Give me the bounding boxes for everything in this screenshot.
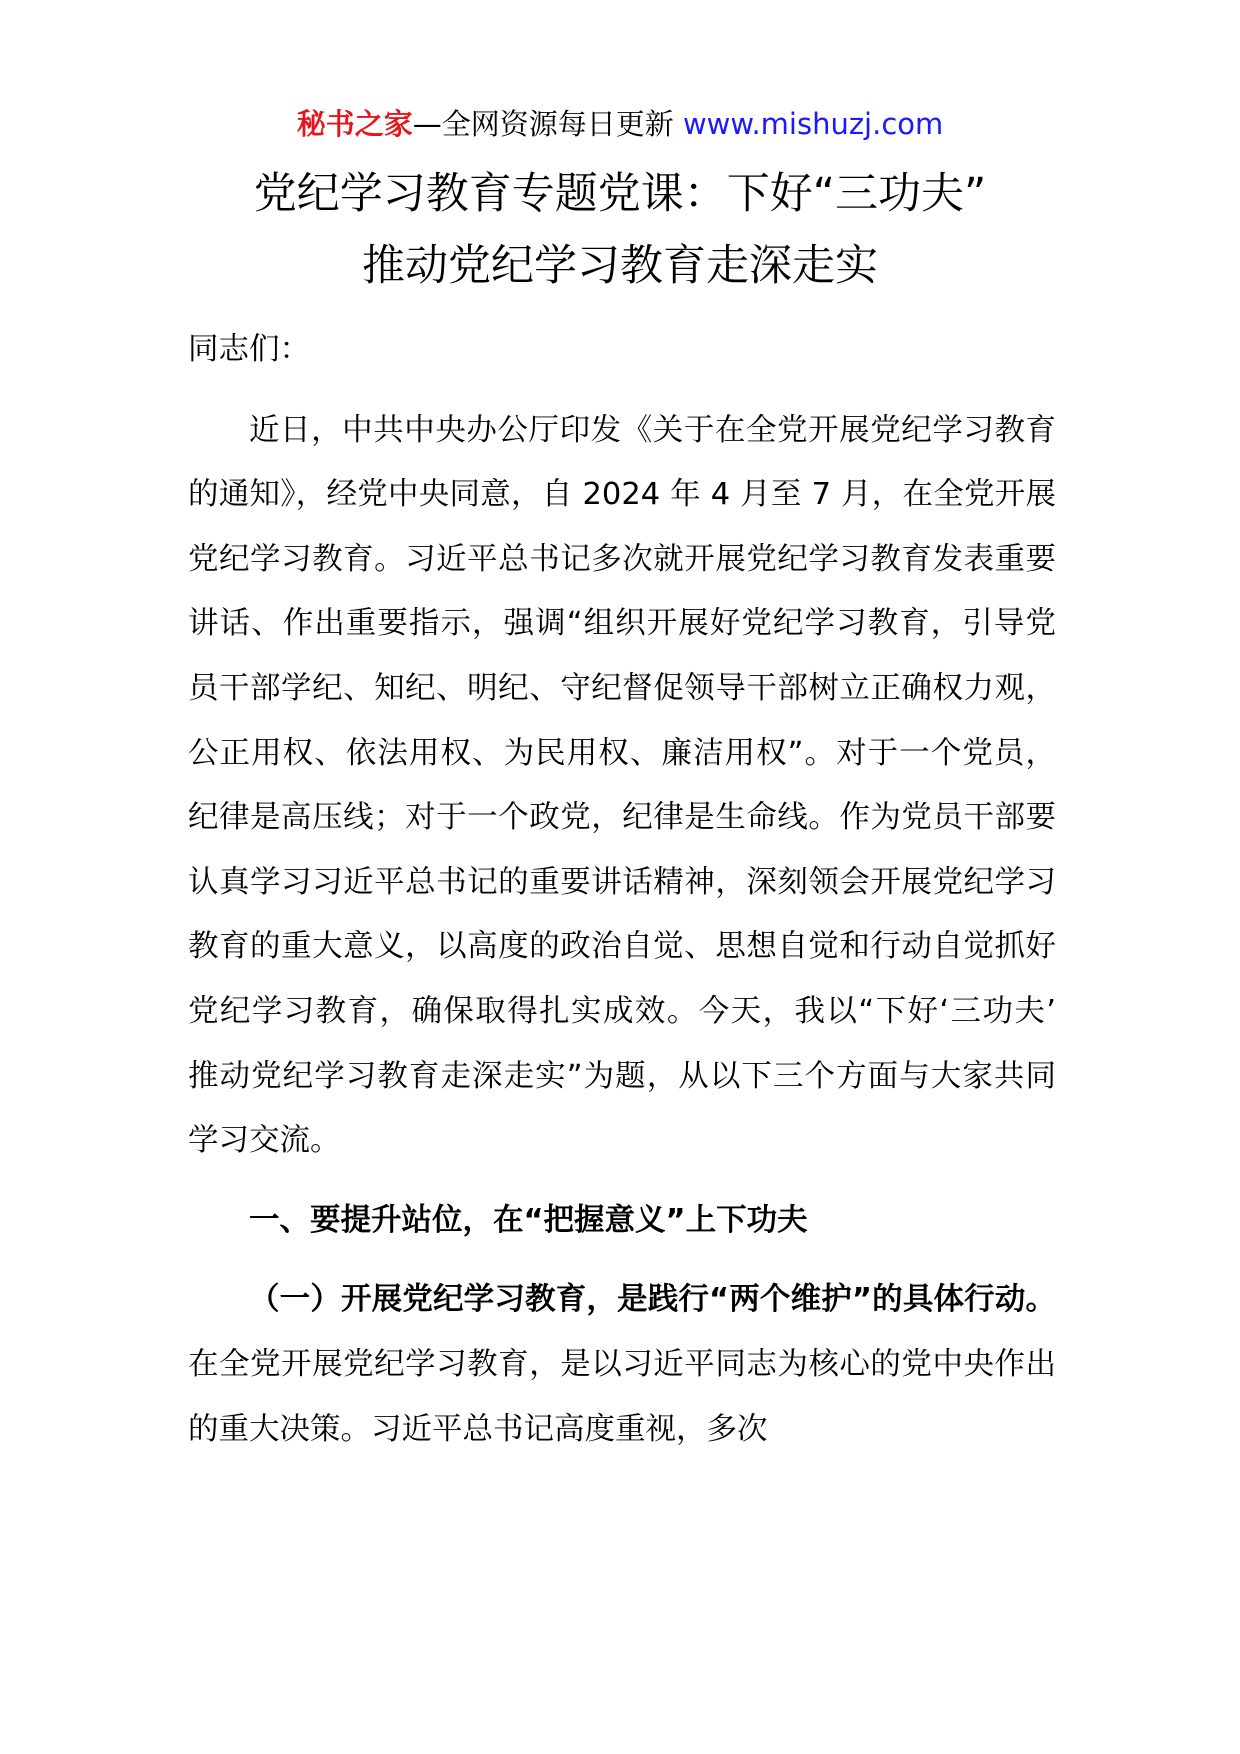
salutation: 同志们：: [188, 332, 310, 367]
subsection-text-1: 在全党开展党纪学习教育，是以习近平同志为核心的党中央作出的重大决策。习近平总书记高度重视，多次: [188, 1346, 1056, 1447]
document-title: [0, 158, 1240, 302]
banner-tagline: —全网资源每日更新: [412, 107, 683, 141]
document-body: [188, 318, 1056, 1462]
title-line-2: 推动党纪学习教育走深走实: [362, 241, 878, 291]
subsection-heading-1: （一）开展党纪学习教育，是践行“两个维护”的具体行动。: [249, 1282, 1056, 1318]
title-line-1: 党纪学习教育专题党课：下好“三功夫”: [253, 169, 987, 219]
section-heading-1: 一、要提升站位，在“把握意义”上下功夫: [249, 1202, 808, 1238]
site-banner: [0, 102, 1240, 146]
site-url: www.mishuzj.com: [682, 107, 944, 141]
intro-paragraph: 近日，中共中央办公厅印发《关于在全党开展党纪学习教育的通知》，经党中央同意，自 2024 年 4 月至 7 月，在全党开展党纪学习教育。习近平总书记多次就开展党纪学习教育发表重要讲话、作出重要指示，强调“组织开展好党纪学习教育，引导党员干部学纪、知纪、明纪、守纪督促领导干部树立正确权力观，公正用权、依法用权、为民用权、廉洁用权”。对于一个党员，纪律是高压线；对于一个政党，纪律是生命线。作为党员干部要认真学习习近平总书记的重要讲话精神，深刻领会开展党纪学习教育的重大意义，以高度的政治自觉、思想自觉和行动自觉抓好党纪学习教育，确保取得扎实成效。今天，我以“下好‘三功夫’ 推动党纪学习教育走深走实”为题，从以下三个方面与大家共同学习交流。: [188, 412, 1056, 1159]
subsection-paragraph-1: [188, 1268, 1056, 1462]
brand-name: 秘书之家: [296, 107, 413, 141]
